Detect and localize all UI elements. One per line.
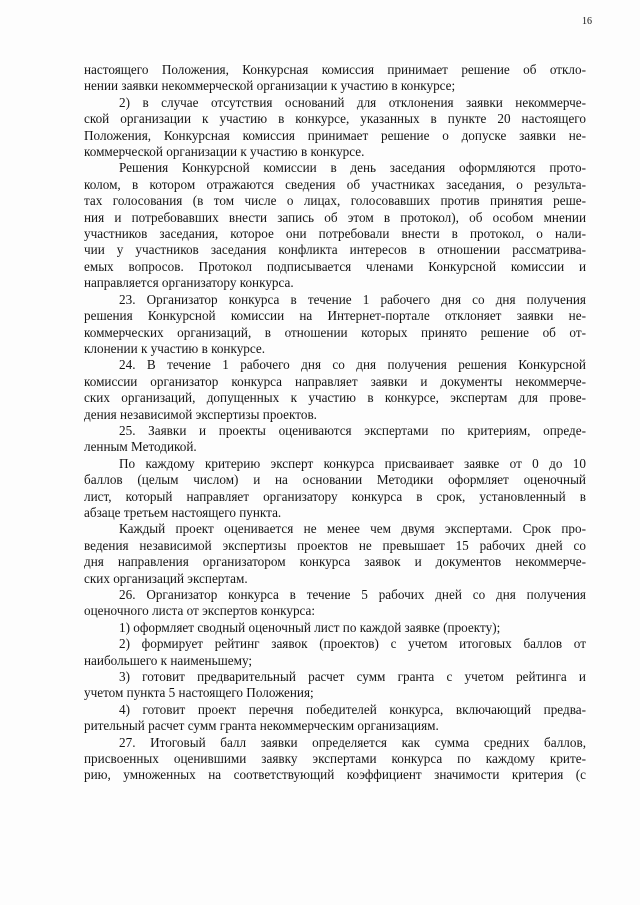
document-body	[84, 62, 586, 784]
text-line: баллов (целым числом) и на основании Методики оформляет оценочный	[84, 472, 586, 488]
text-line: 24. В течение 1 рабочего дня со дня получения решения Конкурсной	[119, 357, 586, 373]
page-number: 16	[582, 16, 592, 27]
text-line: коммерческих организаций, в отношении которых принято решение об от-	[84, 324, 586, 340]
text-line: 4) готовит проект перечня победителей конкурса, включающий предва-	[119, 701, 586, 717]
text-line: комиссии организатор конкурса направляет заявки и документы некоммерче-	[84, 373, 586, 389]
text-line: оценочного листа от экспертов конкурса:	[84, 603, 316, 619]
text-line: чии у участников заседания конфликта интересов в отношении рассматрива-	[84, 242, 586, 258]
text-line: ленным Методикой.	[84, 439, 197, 455]
text-line: ских организаций экспертам.	[84, 570, 248, 586]
text-line: дения независимой экспертизы проектов.	[84, 406, 317, 422]
text-line: рию, умноженных на соответствующий коэффициент значимости критерия (с	[84, 767, 586, 783]
text-line: 23. Организатор конкурса в течение 1 рабочего дня со дня получения	[119, 291, 586, 307]
text-line: настоящего Положения, Конкурсная комиссия принимает решение об откло-	[84, 62, 586, 77]
text-line: клонении к участию в конкурсе.	[84, 340, 266, 356]
text-line: коммерческой организации к участию в конкурсе.	[84, 144, 365, 160]
text-line: участников заседания, которое они потребовали внести в протокол, о нали-	[84, 226, 586, 242]
text-line: нении заявки некоммерческой организации к участию в конкурсе;	[84, 78, 456, 94]
text-line: тах голосования (в том числе о лицах, голосовавших против принятия реше-	[84, 193, 586, 209]
text-line: колом, в котором отражаются сведения об участниках заседания, о результа-	[84, 176, 586, 192]
text-line: наибольшего к наименьшему;	[84, 652, 253, 668]
text-line: рительный расчет сумм гранта некоммерческим организациям.	[84, 718, 439, 734]
text-line: ния и потребовавших внести запись об этом в протокол), об особом мнении	[84, 209, 586, 225]
text-line: дня направления организатором конкурса заявок и документов некоммерче-	[84, 554, 586, 570]
text-line: 27. Итоговый балл заявки определяется как сумма средних баллов,	[119, 734, 586, 750]
text-line: 26. Организатор конкурса в течение 5 рабочих дней со дня получения	[119, 587, 586, 602]
text-line: Положения, Конкурсная комиссия принимает решение о допуске заявки не-	[84, 127, 586, 143]
text-line: ской организации к участию в конкурсе, указанных в пункте 20 настоящего	[84, 111, 586, 127]
text-line: решения Конкурсной комиссии на Интернет-портале отклоняет заявки не-	[84, 308, 586, 324]
text-line: Каждый проект оценивается не менее чем двумя экспертами. Срок про-	[119, 521, 586, 537]
text-line: емых вопросов. Протокол подписывается членами Конкурсной комиссии и	[84, 258, 586, 274]
text-line: присвоенных оценившими заявку экспертами конкурса по каждому крите-	[84, 751, 586, 767]
text-line: ских организаций, допущенных к участию в конкурсе, экспертам для прове-	[84, 390, 586, 406]
text-line: ведения независимой экспертизы проектов не превышает 15 рабочих дней со	[84, 537, 586, 553]
text-line: лист, который направляет организатору конкурса в срок, установленный в	[84, 488, 586, 504]
text-line: 3) готовит предварительный расчет сумм гранта с учетом рейтинга и	[119, 669, 586, 685]
text-line: направляется организатору конкурса.	[84, 275, 294, 291]
text-line: Решения Конкурсной комиссии в день заседания оформляются прото-	[119, 160, 586, 176]
text-line: 2) формирует рейтинг заявок (проектов) с учетом итоговых баллов от	[119, 636, 586, 652]
text-line: 25. Заявки и проекты оцениваются экспертами по критериям, опреде-	[119, 422, 586, 438]
text-line: 1) оформляет сводный оценочный лист по каждой заявке (проекту);	[119, 619, 501, 635]
text-line: учетом пункта 5 настоящего Положения;	[84, 685, 314, 701]
text-line: По каждому критерию эксперт конкурса присваивает заявке от 0 до 10	[119, 455, 586, 471]
text-line: 2) в случае отсутствия оснований для отклонения заявки некоммерче-	[119, 94, 586, 110]
text-line: абзаце третьем настоящего пункта.	[84, 504, 282, 520]
